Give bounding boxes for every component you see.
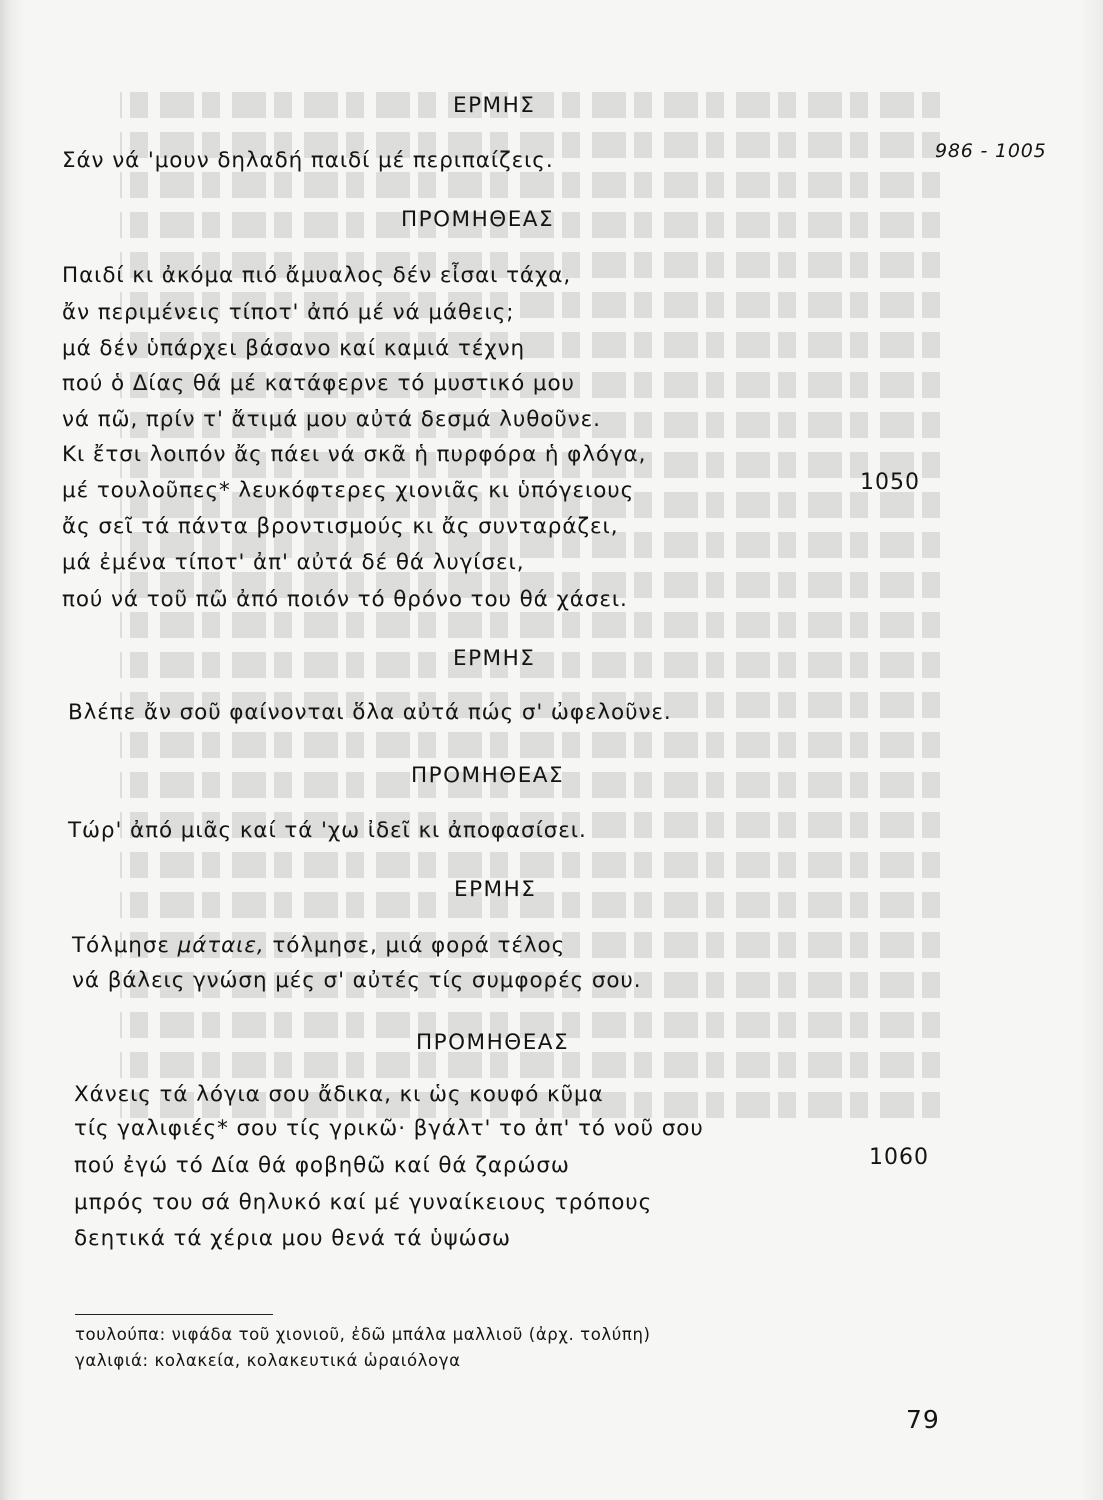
footnote: γαλιφιά: κολακεία, κολακευτικά ὡραιόλογα bbox=[75, 1351, 461, 1370]
speaker-name: ΕΡΜΗΣ bbox=[453, 93, 536, 118]
show-through-text bbox=[120, 612, 940, 638]
verse-text: τόλμησε, μιά φορά τέλος bbox=[264, 933, 566, 958]
verse-text: Τόλμησε bbox=[72, 933, 178, 958]
verse-line: δεητικά τά χέρια μου θενά τά ὑψώσω bbox=[74, 1226, 511, 1251]
verse-line: νά πῶ, πρίν τ' ἄτιμά μου αὐτά δεσμά λυθοῦνε. bbox=[62, 407, 601, 432]
footnote-rule bbox=[75, 1314, 273, 1315]
page-number: 79 bbox=[906, 1405, 940, 1434]
line-number: 1060 bbox=[869, 1145, 929, 1170]
speaker-name: ΕΡΜΗΣ bbox=[453, 646, 536, 671]
verse-line: μπρός του σά θηλυκό καί μέ γυναίκειους τρόπους bbox=[74, 1190, 653, 1215]
verse-line: Βλέπε ἄν σοῦ φαίνονται ὅλα αὐτά πώς σ' ὠφελοῦνε. bbox=[68, 700, 672, 725]
show-through-text bbox=[120, 852, 940, 878]
speaker-name: ΕΡΜΗΣ bbox=[454, 877, 537, 902]
verse-line: μά δέν ὑπάρχει βάσανο καί καμιά τέχνη bbox=[62, 336, 526, 361]
speaker-name: ΠΡΟΜΗΘΕΑΣ bbox=[411, 763, 565, 788]
verse-line: Χάνεις τά λόγια σου ἄδικα, κι ὡς κουφό κῦμα bbox=[74, 1082, 604, 1107]
verse-line: τίς γαλιφιές* σου τίς γρικῶ· βγάλτ' το ἀπ' τό νοῦ σου bbox=[74, 1116, 704, 1141]
verse-line: Παιδί κι ἀκόμα πιό ἄμυαλος δέν εἶσαι τάχα, bbox=[62, 263, 572, 288]
verse-line: Σάν νά 'μουν δηλαδή παιδί μέ περιπαίζεις. bbox=[62, 148, 554, 173]
verse-line: Τώρ' ἀπό μιᾶς καί τά 'χω ἰδεῖ κι ἀποφασίσει. bbox=[68, 818, 587, 843]
verse-line: πού ὁ Δίας θά μέ κατάφερνε τό μυστικό μου bbox=[62, 371, 575, 396]
show-through-text bbox=[120, 172, 940, 198]
verse-line: Κι ἔτσι λοιπόν ἄς πάει νά σκᾶ ἡ πυρφόρα ἡ φλόγα, bbox=[62, 442, 647, 467]
verse-line: ἄς σεῖ τά πάντα βροντισμούς κι ἄς συνταράζει, bbox=[62, 514, 619, 539]
verse-line: ἄν περιμένεις τίποτ' ἀπό μέ νά μάθεις; bbox=[62, 300, 515, 325]
verse-line: πού νά τοῦ πῶ ἀπό ποιόν τό θρόνο του θά χάσει. bbox=[62, 587, 628, 612]
show-through-text bbox=[120, 732, 940, 758]
emphasized-word: μάταιε, bbox=[177, 933, 265, 958]
verse-line: μέ τουλοῦπες* λευκόφτερες χιονιᾶς κι ὑπόγειους bbox=[62, 478, 635, 503]
line-number: 1050 bbox=[860, 470, 920, 495]
verse-line: πού ἐγώ τό Δία θά φοβηθῶ καί θά ζαρώσω bbox=[74, 1153, 570, 1178]
verse-line: νά βάλεις γνώση μές σ' αὐτές τίς συμφορές σου. bbox=[72, 968, 642, 993]
speaker-name: ΠΡΟΜΗΘΕΑΣ bbox=[401, 207, 555, 232]
footnote: τουλούπα: νιφάδα τοῦ χιονιοῦ, ἐδῶ μπάλα μαλλιοῦ (ἀρχ. τολύπη) bbox=[75, 1325, 651, 1344]
speaker-name: ΠΡΟΜΗΘΕΑΣ bbox=[416, 1030, 570, 1055]
verse-line bbox=[72, 933, 565, 959]
line-range: 986 - 1005 bbox=[935, 140, 1047, 162]
verse-line: μά ἐμένα τίποτ' ἀπ' αὐτά δέ θά λυγίσει, bbox=[62, 550, 525, 575]
